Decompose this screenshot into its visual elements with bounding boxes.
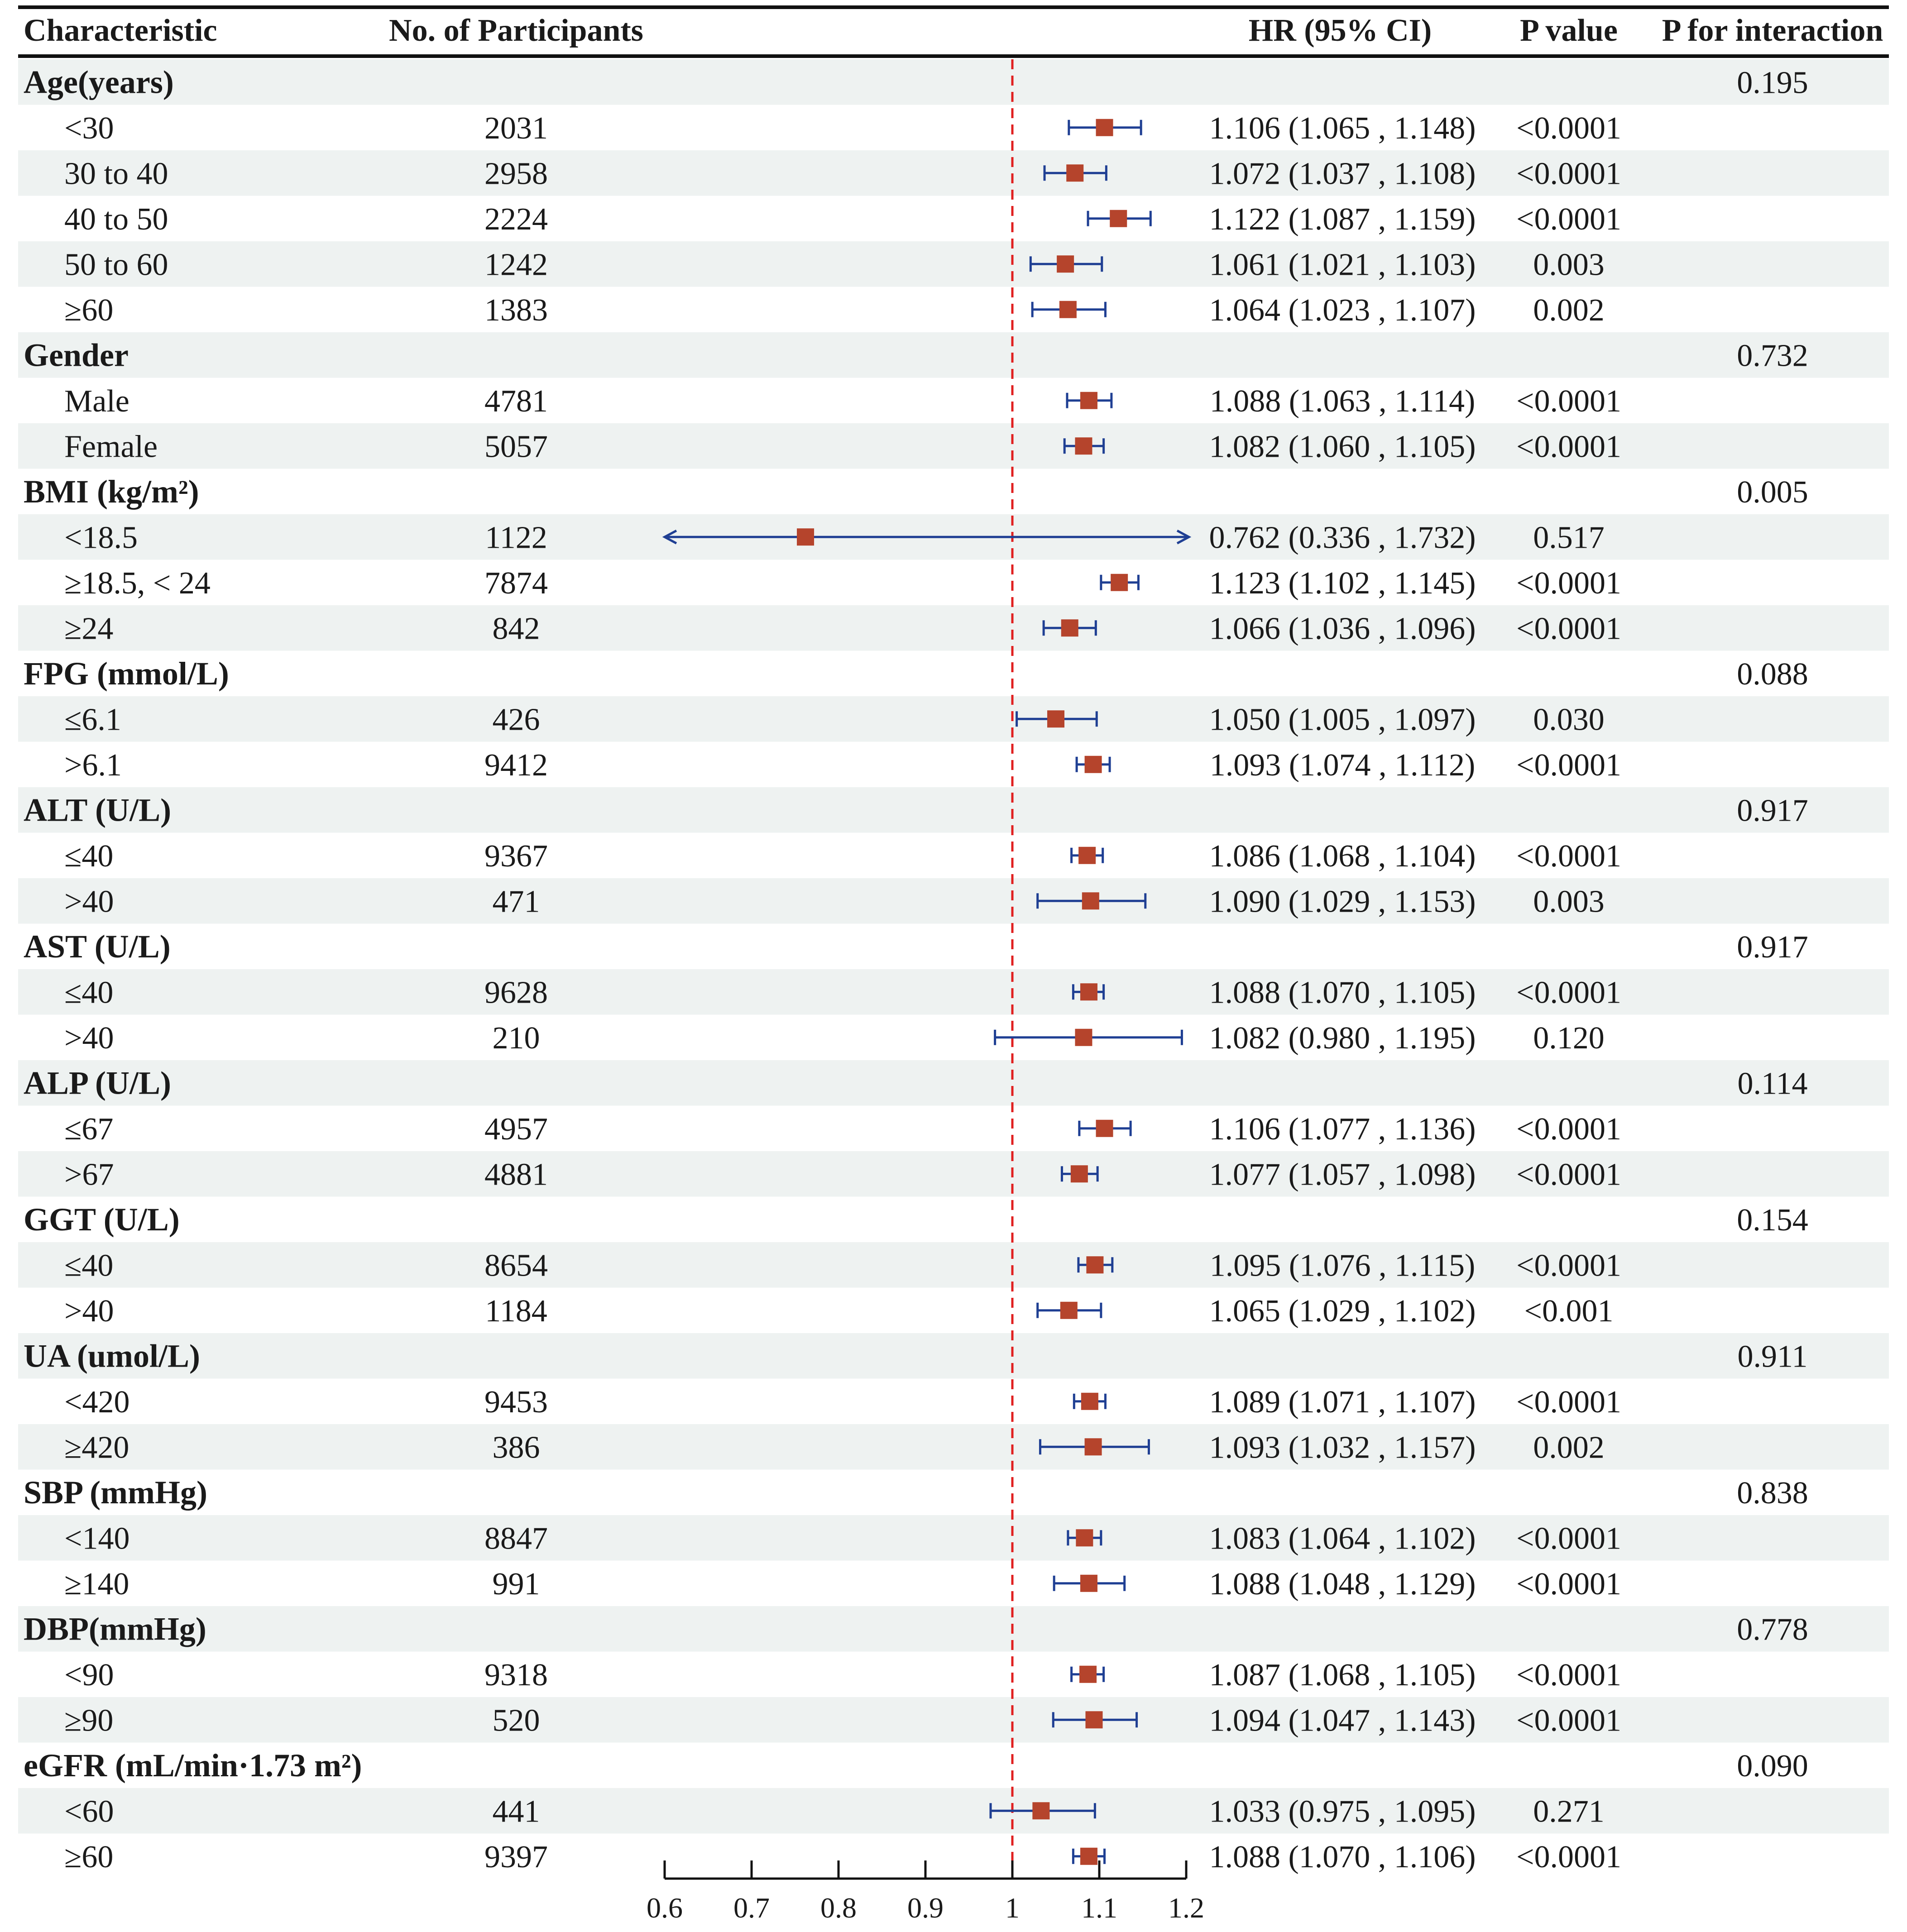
- p-value: <0.0001: [1516, 565, 1621, 601]
- subgroup-label: ≥60: [64, 292, 114, 328]
- group-label: GGT (U/L): [24, 1201, 180, 1238]
- p-interaction-value: 0.090: [1737, 1748, 1808, 1784]
- subgroup-label: >67: [64, 1157, 114, 1192]
- participant-count: 1184: [485, 1293, 547, 1329]
- participant-count: 4957: [484, 1111, 548, 1147]
- p-value: <0.0001: [1516, 1157, 1621, 1192]
- hr-ci-value: 1.077 (1.057 , 1.098): [1209, 1157, 1476, 1192]
- hr-point: [1085, 1711, 1102, 1728]
- p-value: <0.0001: [1516, 1566, 1621, 1602]
- subgroup-label: ≥140: [64, 1566, 129, 1602]
- participant-count: 4881: [484, 1157, 548, 1192]
- p-interaction-value: 0.838: [1737, 1475, 1808, 1511]
- group-label: UA (umol/L): [24, 1338, 201, 1374]
- participant-count: 991: [492, 1566, 540, 1602]
- p-value: 0.030: [1533, 702, 1605, 737]
- p-interaction-value: 0.005: [1737, 474, 1808, 510]
- hr-point: [1096, 1120, 1113, 1137]
- subgroup-label: ≤40: [64, 1248, 114, 1283]
- subgroup-label: ≥60: [64, 1839, 114, 1875]
- hr-ci-value: 1.064 (1.023 , 1.107): [1209, 292, 1476, 328]
- participant-count: 8654: [484, 1248, 548, 1283]
- participant-count: 5057: [484, 429, 548, 464]
- header-characteristic: Characteristic: [24, 13, 217, 48]
- p-value: <0.0001: [1516, 1521, 1621, 1556]
- hr-point: [1075, 1029, 1092, 1046]
- hr-ci-value: 0.762 (0.336 , 1.732): [1209, 520, 1476, 555]
- subgroup-label: ≤40: [64, 838, 114, 874]
- hr-point: [1059, 301, 1077, 318]
- hr-ci-value: 1.106 (1.065 , 1.148): [1209, 110, 1476, 146]
- hr-point: [1096, 119, 1113, 136]
- hr-ci-value: 1.033 (0.975 , 1.095): [1209, 1794, 1476, 1829]
- p-value: <0.0001: [1516, 110, 1621, 146]
- p-interaction-value: 0.778: [1737, 1612, 1808, 1647]
- p-interaction-value: 0.732: [1737, 338, 1808, 373]
- group-label: Age(years): [24, 64, 174, 100]
- hr-ci-value: 1.086 (1.068 , 1.104): [1209, 838, 1476, 874]
- table-header: [24, 13, 1883, 48]
- hr-ci-value: 1.061 (1.021 , 1.103): [1209, 247, 1476, 282]
- p-value: <0.0001: [1516, 1839, 1621, 1875]
- hr-point: [1081, 1393, 1098, 1410]
- hr-point: [1080, 983, 1097, 1000]
- hr-ci-value: 1.088 (1.070 , 1.105): [1209, 975, 1476, 1010]
- row-stripe: [18, 1424, 1889, 1470]
- subgroup-label: <18.5: [64, 520, 138, 555]
- participant-count: 9397: [484, 1839, 548, 1875]
- p-value: 0.003: [1533, 247, 1605, 282]
- p-value: 0.120: [1533, 1020, 1605, 1056]
- axis-tick-label: 1.2: [1168, 1892, 1204, 1924]
- hr-point: [797, 528, 814, 545]
- participant-count: 7874: [484, 565, 548, 601]
- row-stripe: [18, 1333, 1889, 1379]
- hr-point: [1060, 1302, 1078, 1319]
- subgroup-label: >40: [64, 884, 114, 919]
- hr-point: [1071, 1165, 1088, 1182]
- subgroup-label: ≥18.5, < 24: [64, 565, 211, 601]
- p-interaction-value: 0.917: [1737, 929, 1808, 965]
- hr-point: [1078, 847, 1096, 864]
- subgroup-label: 40 to 50: [64, 201, 168, 237]
- hr-ci-value: 1.093 (1.032 , 1.157): [1209, 1430, 1476, 1465]
- row-stripe: [18, 332, 1889, 378]
- p-value: <0.0001: [1516, 1384, 1621, 1420]
- group-label: SBP (mmHg): [24, 1474, 207, 1511]
- row-stripe: [18, 59, 1889, 105]
- hr-ci-value: 1.087 (1.068 , 1.105): [1209, 1657, 1476, 1693]
- subgroup-label: <420: [64, 1384, 130, 1420]
- hr-point: [1080, 1848, 1097, 1865]
- participant-count: 520: [492, 1703, 540, 1738]
- participant-count: 9318: [484, 1657, 548, 1693]
- subgroup-label: ≤6.1: [64, 702, 121, 737]
- subgroup-label: <30: [64, 110, 114, 146]
- hr-point: [1080, 392, 1097, 409]
- header-hr: HR (95% CI): [1248, 13, 1432, 48]
- hr-point: [1032, 1802, 1049, 1819]
- participant-count: 2031: [484, 110, 548, 146]
- subgroup-label: >40: [64, 1293, 114, 1329]
- row-stripe: [18, 878, 1889, 924]
- hr-point: [1111, 574, 1128, 591]
- header-p-value: P value: [1520, 13, 1618, 48]
- hr-ci-value: 1.093 (1.074 , 1.112): [1209, 747, 1476, 783]
- p-value: <0.0001: [1516, 747, 1621, 783]
- subgroup-label: >40: [64, 1020, 114, 1056]
- hr-point: [1057, 255, 1074, 273]
- axis-tick-label: 0.7: [733, 1892, 770, 1924]
- hr-ci-value: 1.066 (1.036 , 1.096): [1209, 611, 1476, 646]
- group-label: FPG (mmol/L): [24, 655, 229, 692]
- p-value: <0.0001: [1516, 1248, 1621, 1283]
- subgroup-label: ≤67: [64, 1111, 114, 1147]
- p-value: <0.0001: [1516, 201, 1621, 237]
- row-stripe: [18, 241, 1889, 287]
- p-value: 0.271: [1533, 1794, 1605, 1829]
- participant-count: 9628: [484, 975, 548, 1010]
- p-interaction-value: 0.917: [1737, 793, 1808, 828]
- hr-ci-value: 1.072 (1.037 , 1.108): [1209, 156, 1476, 191]
- p-interaction-value: 0.195: [1737, 65, 1808, 100]
- participant-count: 441: [492, 1794, 540, 1829]
- hr-point: [1075, 437, 1092, 454]
- p-interaction-value: 0.114: [1737, 1066, 1808, 1101]
- group-label: Gender: [24, 337, 129, 373]
- participant-count: 8847: [484, 1521, 548, 1556]
- p-value: <0.0001: [1516, 156, 1621, 191]
- hr-ci-value: 1.123 (1.102 , 1.145): [1209, 565, 1476, 601]
- p-value: <0.0001: [1516, 975, 1621, 1010]
- participant-count: 9367: [484, 838, 548, 874]
- p-interaction-value: 0.911: [1737, 1339, 1808, 1374]
- participant-count: 426: [492, 702, 540, 737]
- hr-ci-value: 1.088 (1.048 , 1.129): [1209, 1566, 1476, 1602]
- row-stripe: [18, 787, 1889, 833]
- hr-point: [1086, 1256, 1103, 1273]
- axis-tick-label: 0.9: [907, 1892, 944, 1924]
- subgroup-label: 50 to 60: [64, 247, 168, 282]
- subgroup-label: <90: [64, 1657, 114, 1693]
- hr-ci-value: 1.082 (1.060 , 1.105): [1209, 429, 1476, 464]
- hr-ci-value: 1.050 (1.005 , 1.097): [1209, 702, 1476, 737]
- hr-ci-value: 1.088 (1.070 , 1.106): [1209, 1839, 1476, 1875]
- group-label: eGFR (mL/min·1.73 m²): [24, 1747, 362, 1784]
- p-value: <0.0001: [1516, 1657, 1621, 1693]
- group-label: BMI (kg/m²): [24, 473, 199, 510]
- row-stripe: [18, 1788, 1889, 1834]
- hr-ci-value: 1.083 (1.064 , 1.102): [1209, 1521, 1476, 1556]
- participant-count: 1383: [484, 292, 548, 328]
- row-stripe: [18, 1060, 1889, 1106]
- p-interaction-value: 0.154: [1737, 1202, 1808, 1238]
- participant-count: 9453: [484, 1384, 548, 1420]
- subgroup-label: 30 to 40: [64, 156, 168, 191]
- hr-point: [1079, 1666, 1097, 1683]
- group-label: DBP(mmHg): [24, 1611, 206, 1647]
- axis-tick-label: 1.1: [1081, 1892, 1117, 1924]
- participant-count: 1242: [484, 247, 548, 282]
- hr-ci-value: 1.106 (1.077 , 1.136): [1209, 1111, 1476, 1147]
- hr-point: [1080, 1575, 1097, 1592]
- header-participants: No. of Participants: [389, 13, 643, 48]
- hr-point: [1061, 619, 1078, 636]
- hr-point: [1066, 164, 1083, 182]
- hr-ci-value: 1.090 (1.029 , 1.153): [1209, 884, 1476, 919]
- group-label: AST (U/L): [24, 928, 171, 965]
- group-label: ALP (U/L): [24, 1065, 172, 1101]
- hr-ci-value: 1.122 (1.087 , 1.159): [1209, 201, 1476, 237]
- participant-count: 386: [492, 1430, 540, 1465]
- participant-count: 4781: [484, 383, 548, 419]
- axis-tick-label: 0.8: [820, 1892, 857, 1924]
- p-value: 0.002: [1533, 292, 1605, 328]
- hr-ci-value: 1.088 (1.063 , 1.114): [1209, 383, 1476, 419]
- hr-point: [1082, 892, 1099, 909]
- p-value: <0.0001: [1516, 838, 1621, 874]
- subgroup-label: Male: [64, 383, 129, 419]
- p-value: <0.001: [1524, 1293, 1614, 1329]
- participant-count: 210: [492, 1020, 540, 1056]
- p-value: <0.0001: [1516, 1111, 1621, 1147]
- subgroup-label: <60: [64, 1794, 114, 1829]
- group-label: ALT (U/L): [24, 792, 172, 828]
- subgroup-label: ≥24: [64, 611, 114, 646]
- header-p-interaction: P for interaction: [1662, 13, 1883, 48]
- x-axis: [647, 1860, 1204, 1924]
- p-value: 0.002: [1533, 1430, 1605, 1465]
- hr-point: [1047, 710, 1064, 727]
- p-value: 0.003: [1533, 884, 1605, 919]
- participant-count: 2958: [484, 156, 548, 191]
- hr-point: [1076, 1529, 1093, 1546]
- p-value: <0.0001: [1516, 383, 1621, 419]
- subgroup-label: <140: [64, 1521, 130, 1556]
- subgroup-label: >6.1: [64, 747, 122, 783]
- subgroup-label: ≥420: [64, 1430, 129, 1465]
- axis-tick-label: 1: [1005, 1892, 1020, 1924]
- axis-tick-label: 0.6: [647, 1892, 683, 1924]
- subgroup-label: Female: [64, 429, 158, 464]
- hr-ci-value: 1.095 (1.076 , 1.115): [1209, 1248, 1476, 1283]
- subgroup-label: ≤40: [64, 975, 114, 1010]
- hr-point: [1085, 756, 1102, 773]
- p-value: <0.0001: [1516, 611, 1621, 646]
- subgroup-label: ≥90: [64, 1703, 114, 1738]
- hr-ci-value: 1.089 (1.071 , 1.107): [1209, 1384, 1476, 1420]
- participant-count: 471: [492, 884, 540, 919]
- hr-ci-value: 1.094 (1.047 , 1.143): [1209, 1703, 1476, 1738]
- hr-ci-value: 1.065 (1.029 , 1.102): [1209, 1293, 1476, 1329]
- p-value: 0.517: [1533, 520, 1605, 555]
- p-value: <0.0001: [1516, 1703, 1621, 1738]
- row-stripe: [18, 1606, 1889, 1652]
- participant-count: 9412: [484, 747, 548, 783]
- hr-point: [1110, 210, 1127, 227]
- hr-point: [1085, 1438, 1102, 1455]
- participant-count: 842: [492, 611, 540, 646]
- participant-count: 1122: [485, 520, 547, 555]
- p-interaction-value: 0.088: [1737, 656, 1808, 692]
- hr-ci-value: 1.082 (0.980 , 1.195): [1209, 1020, 1476, 1056]
- row-stripe: [18, 696, 1889, 742]
- participant-count: 2224: [484, 201, 548, 237]
- p-value: <0.0001: [1516, 429, 1621, 464]
